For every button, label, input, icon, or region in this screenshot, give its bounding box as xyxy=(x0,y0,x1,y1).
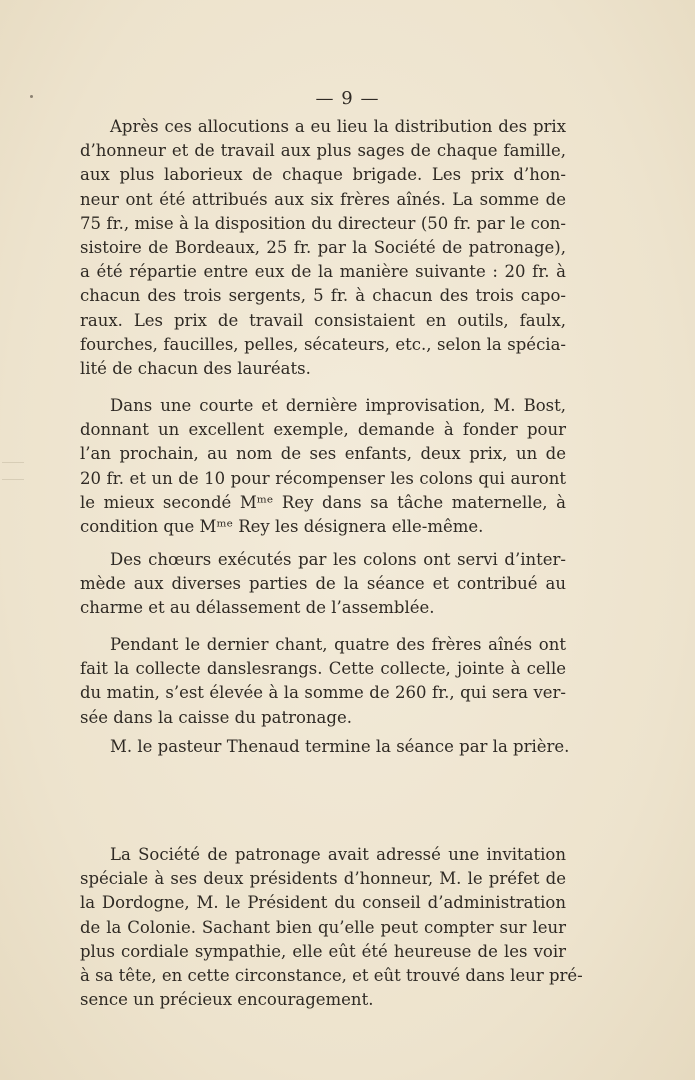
text-line: fait la collecte danslesrangs. Cette collecte, jointe à celle xyxy=(80,659,566,679)
text-line: mède aux diverses parties de la séance et contribué au xyxy=(80,574,566,594)
paragraph-closing-prayer xyxy=(80,735,570,759)
text-line: spéciale à ses deux présidents d’honneur, M. le préfet de xyxy=(80,869,566,889)
text-line: 20 fr. et un de 10 pour récompenser les colons qui auront xyxy=(80,468,566,488)
text-line: Pendant le dernier chant, quatre des frères aînés ont xyxy=(110,635,566,654)
text-line: 75 fr., mise à la disposition du directeur (50 fr. par le con- xyxy=(80,213,566,233)
text-line: du matin, s’est élevée à la somme de 260 fr., qui sera ver- xyxy=(80,683,566,703)
paragraph-society-invitation xyxy=(80,843,583,1012)
text-line: Dans une courte et dernière improvisation, M. Bost, xyxy=(110,396,566,415)
text-line: charme et au délassement de l’assemblée. xyxy=(80,598,435,618)
text-line: chacun des trois sergents, 5 fr. à chacun des trois capo- xyxy=(80,286,566,306)
text-line: raux. Les prix de travail consistaient en outils, faulx, xyxy=(80,310,566,330)
text-line: Après ces allocutions a eu lieu la distribution des prix xyxy=(110,117,566,136)
text-line: d’honneur et de travail aux plus sages de chaque famille, xyxy=(80,141,566,161)
paragraph-choirs xyxy=(80,548,566,621)
text-line: lité de chacun des lauréats. xyxy=(80,358,311,378)
text-line: plus cordiale sympathie, elle eût été heureuse de les voir xyxy=(80,941,566,961)
paragraph-prize-distribution xyxy=(80,115,566,381)
text-line: à sa tête, en cette circonstance, et eût trouvé dans leur pré- xyxy=(80,965,583,985)
text-line: sistoire de Bordeaux, 25 fr. par la Société de patronage), xyxy=(80,237,566,257)
text-line: a été répartie entre eux de la manière suivante : 20 fr. à xyxy=(80,262,566,282)
paragraph-collection xyxy=(80,633,566,730)
text-line: l’an prochain, au nom de ses enfants, deux prix, un de xyxy=(80,444,566,464)
page-number: — 9 — xyxy=(315,88,380,109)
text-line: la Dordogne, M. le Président du conseil d’administration xyxy=(80,893,566,913)
margin-mark xyxy=(2,462,24,480)
text-line: M. le pasteur Thenaud termine la séance par la prière. xyxy=(110,737,570,756)
text-line: donnant un excellent exemple, demande à fonder pour xyxy=(80,420,566,440)
text-line: sée dans la caisse du patronage. xyxy=(80,707,352,727)
text-line: sence un précieux encouragement. xyxy=(80,990,374,1010)
text-line: condition que Mᵐᵉ Rey les désignera elle-même. xyxy=(80,516,484,536)
text-line: La Société de patronage avait adressé une invitation xyxy=(110,845,566,864)
text-line: aux plus laborieux de chaque brigade. Les prix d’hon- xyxy=(80,165,566,185)
text-line: de la Colonie. Sachant bien qu’elle peut compter sur leur xyxy=(80,917,566,937)
paragraph-bost-improvisation xyxy=(80,394,566,539)
text-line: fourches, faucilles, pelles, sécateurs, etc., selon la spécia- xyxy=(80,334,566,354)
text-line: le mieux secondé Mᵐᵉ Rey dans sa tâche maternelle, à xyxy=(80,492,566,512)
text-line: neur ont été attribués aux six frères aînés. La somme de xyxy=(80,189,566,209)
text-line: Des chœurs exécutés par les colons ont servi d’inter- xyxy=(110,550,566,569)
